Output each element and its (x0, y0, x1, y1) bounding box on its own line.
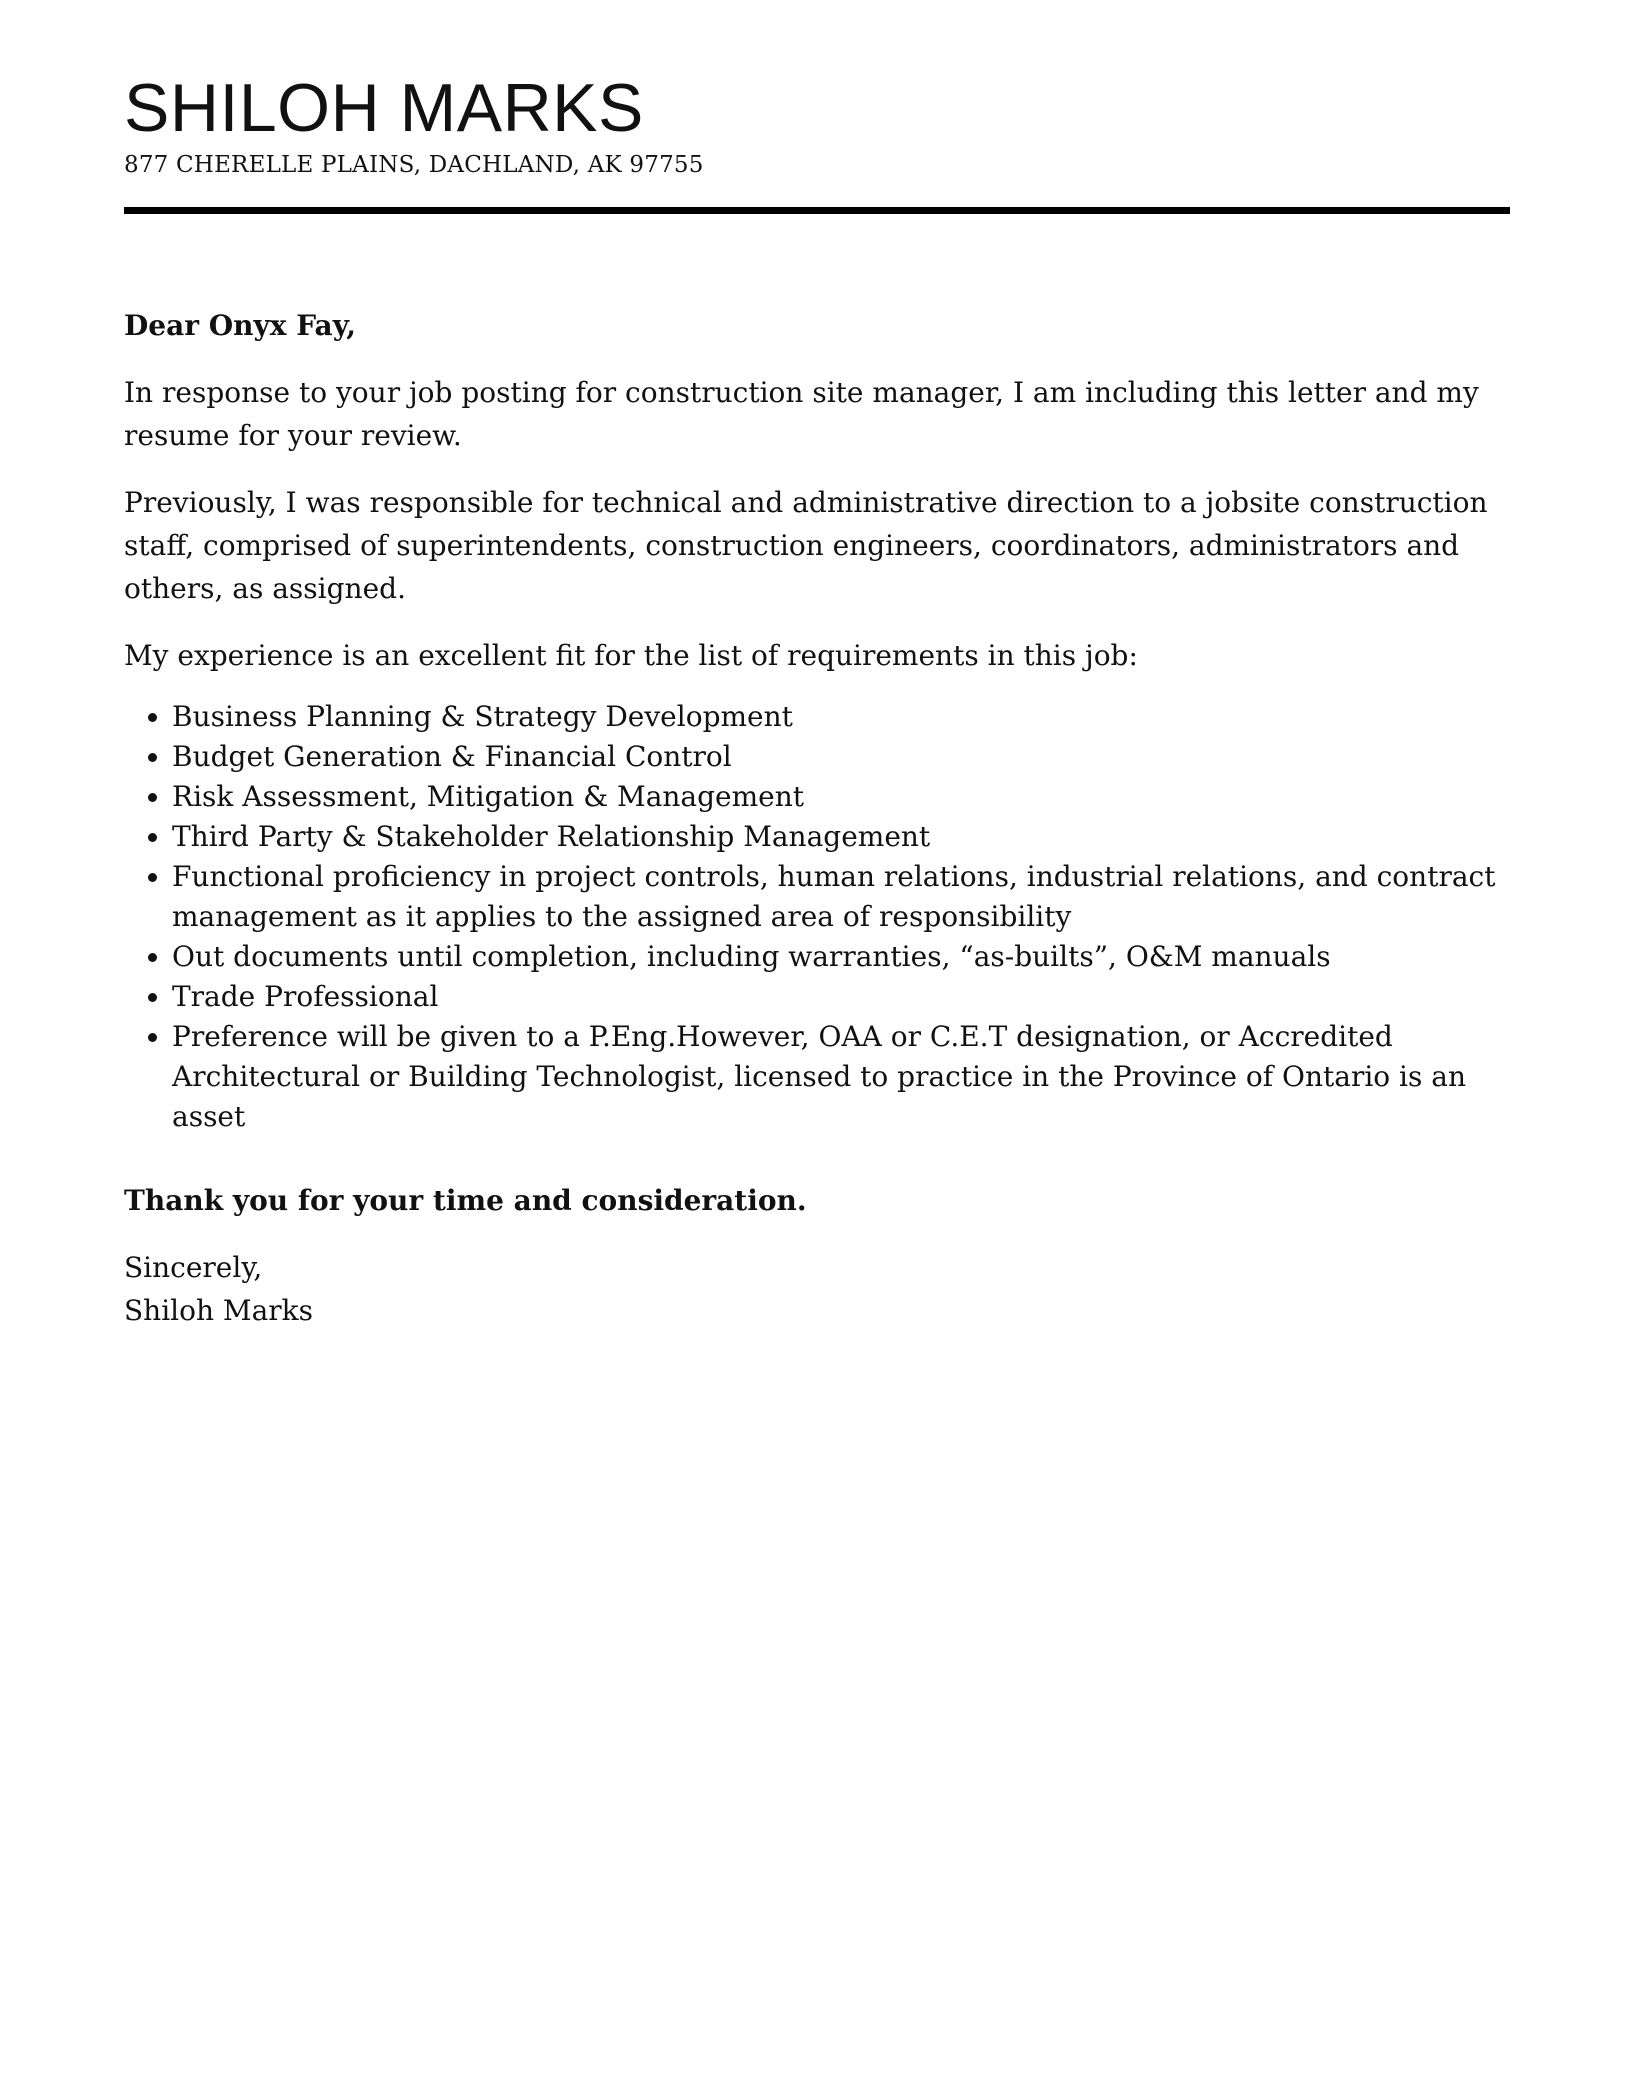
list-item: • Third Party & Stakeholder Relationship Management (172, 817, 1510, 857)
header-divider (124, 207, 1510, 214)
paragraph-fit: My experience is an excellent fit for the list of requirements in this job: (124, 639, 1138, 672)
requirements-list (124, 697, 1510, 1137)
paragraph-experience: Previously, I was responsible for technical and administrative direction to a jobsite construction staff, comprised of superintendents, construction engineers, coordinators, administrators and others, as assigned. (124, 486, 1488, 605)
salutation: Dear Onyx Fay, (124, 309, 357, 342)
sender-name: SHILOH MARKS (124, 70, 644, 146)
list-item: • Trade Professional (172, 977, 1510, 1017)
letter-body (124, 304, 1510, 1332)
list-item: • Preference will be given to a P.Eng.However, OAA or C.E.T designation, or Accredited Architectural or Building Technologist, licensed to practice in the Province of Ontario is an asset (172, 1017, 1510, 1137)
list-item: • Budget Generation & Financial Control (172, 737, 1510, 777)
list-item: • Business Planning & Strategy Development (172, 697, 1510, 737)
list-item: • Out documents until completion, including warranties, “as-builts”, O&M manuals (172, 937, 1510, 977)
list-item: • Functional proficiency in project controls, human relations, industrial relations, and contract management as it applies to the assigned area of responsibility (172, 857, 1510, 937)
signature-name: Shiloh Marks (124, 1294, 313, 1327)
closing-line: Thank you for your time and consideration. (124, 1184, 807, 1217)
signoff (124, 1246, 1510, 1332)
sender-address: 877 CHERELLE PLAINS, DACHLAND, AK 97755 (124, 152, 704, 178)
paragraph-intro: In response to your job posting for construction site manager, I am including this letter and my resume for your review. (124, 376, 1479, 452)
list-item: • Risk Assessment, Mitigation & Management (172, 777, 1510, 817)
signoff-word: Sincerely, (124, 1251, 263, 1284)
